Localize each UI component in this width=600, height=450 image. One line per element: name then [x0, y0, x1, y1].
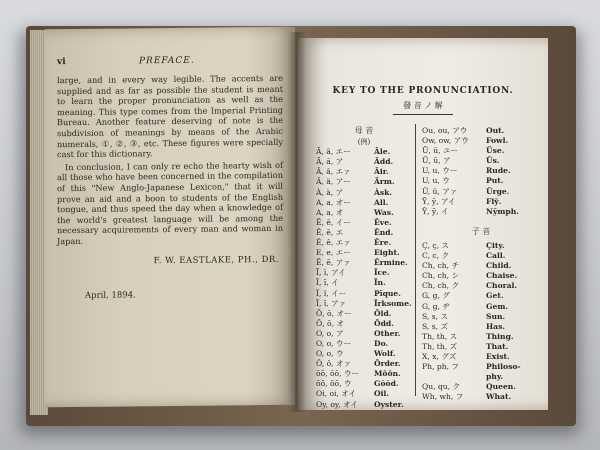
running-head: PREFACE. — [139, 55, 195, 67]
pronunciation-key: À, à, ア — [316, 187, 344, 197]
pronunciation-key: Ŭ, ŭ, ア — [422, 156, 451, 166]
pronunciation-row — [316, 228, 412, 238]
pronunciation-key: Ē, ē, イー — [316, 217, 351, 227]
pronunciation-key: O, o, ア — [316, 328, 344, 338]
pronunciation-key: Oi, oi, オイ — [316, 389, 357, 399]
pronunciation-row — [316, 258, 412, 268]
example-word: Exist. — [486, 351, 510, 361]
pronunciation-key: Ă, ă, ア — [316, 157, 344, 167]
pronunciation-key: Ô, ô, オァ — [316, 359, 352, 369]
example-word: Call. — [486, 251, 506, 261]
example-word: Wolf. — [374, 349, 396, 359]
example-word: Ẽrmine. — [374, 258, 408, 268]
pronunciation-key: Oy, oy, オイ — [316, 399, 358, 409]
pronunciation-key: Ĩ, ĩ, アァ — [316, 298, 347, 308]
example-word: Ärm. — [374, 177, 395, 187]
pronunciation-row — [422, 322, 540, 332]
example-word: Get. — [486, 291, 504, 301]
pronunciation-row — [422, 352, 540, 362]
example-word: Ôrder. — [374, 359, 401, 369]
pronunciation-key: Ä, ä, アー — [316, 177, 351, 187]
example-word: What. — [486, 392, 512, 402]
pronunciation-key: A, a, オ — [316, 207, 344, 217]
right-page — [298, 38, 548, 410]
example-word: Īce. — [374, 268, 390, 278]
pronunciation-row — [316, 208, 412, 218]
pronunciation-key: Ch, ch, ク — [422, 281, 460, 291]
pronunciation-row — [316, 198, 412, 208]
pronunciation-row — [422, 302, 540, 312]
pronunciation-key: Ou, ou, アウ — [422, 126, 468, 135]
pronunciation-key: A, a, オー — [316, 197, 351, 207]
example-word: Rude. — [486, 166, 511, 176]
example-word: Ōld. — [374, 308, 392, 318]
pronunciation-key: Ĕ, ĕ, エ — [316, 227, 344, 237]
preface-paragraph: large, and in every way legible. The accents are supplied and as far as possible the student is meant to learn the proper pronunciation as well as the meaning. This type comes from the Imperial Printing Bureau. Another feature deserving of note is the subdivision of meanings by means of the Arabic numerals, ①, ②, ③, etc. These figures were specially cast for this dictionary. — [57, 72, 283, 160]
example-word: Ūse. — [486, 146, 505, 156]
key-title: KEY TO THE PRONUNCIATION. — [332, 86, 514, 96]
pronunciation-row — [316, 369, 412, 379]
page-number: vi — [57, 57, 66, 68]
example-word: Flȳ. — [486, 196, 502, 206]
pronunciation-key: S, s, ズ — [422, 321, 449, 331]
pronunciation-row — [422, 176, 540, 186]
pronunciation-key: X, x, グズ — [422, 351, 457, 361]
key-subtitle: 發 音 ノ 解 — [403, 101, 443, 110]
example-word: Other. — [374, 328, 401, 338]
example-word: phy. — [486, 372, 504, 382]
example-word: Ĩrksome. — [374, 298, 412, 308]
pronunciation-row — [316, 299, 412, 309]
example-word: Ĕnd. — [374, 227, 394, 237]
example-word: Eight. — [374, 248, 400, 258]
pronunciation-key: Ch, ch, チ — [422, 261, 460, 271]
example-word: All. — [374, 197, 389, 207]
example-word: Was. — [374, 207, 394, 217]
example-word: Ēve. — [374, 217, 392, 227]
example-word: Sun. — [486, 311, 506, 321]
example-word: Âir. — [374, 167, 389, 177]
title-rule — [393, 114, 453, 115]
pronunciation-row — [422, 261, 540, 271]
pronunciation-row — [316, 329, 412, 339]
book-gutter — [288, 32, 306, 412]
example-word: Do. — [374, 338, 389, 348]
example-word: Àsk. — [374, 187, 393, 197]
pronunciation-key: Ç, ç, ス — [422, 240, 450, 250]
consonants-heading: 子 音 — [471, 226, 491, 236]
pronunciation-key: Ẽ, ẽ, アァ — [316, 258, 351, 268]
example-word: Gŏŏd. — [374, 379, 399, 389]
pronunciation-row — [422, 342, 540, 352]
pronunciation-row — [422, 291, 540, 301]
pronunciation-row — [316, 177, 412, 187]
pronunciation-key: Â, â, エァ — [316, 167, 351, 177]
pronunciation-row — [316, 238, 412, 248]
preface-paragraph: In conclusion, I can only re echo the hearty wish of all those who have been concerned in the compilation of this "New Anglo-Japanese Lexicon," that it will prove an aid and a boon to students of the English tongue, and thus speed the day when a knowledge of the world's greatest language will be among the necessary acquirements of every man and woman in Japan. — [57, 159, 283, 247]
pronunciation-row — [422, 251, 540, 261]
example-word: Êre. — [374, 238, 392, 248]
example-word: Çity. — [486, 240, 505, 250]
pronunciation-key: U, u, ウ — [422, 176, 450, 186]
pronunciation-row — [422, 187, 540, 197]
example-word: Thing. — [486, 331, 514, 341]
pronunciation-key: Ĭ, ĭ, イ — [316, 278, 339, 288]
pronunciation-key: G, g, グ — [422, 291, 450, 301]
vowels-column — [316, 126, 412, 410]
pronunciation-key: Ȳ, ȳ, アイ — [422, 196, 456, 206]
pronunciation-row — [422, 392, 540, 402]
pronunciation-row — [316, 188, 412, 198]
pronunciation-row — [422, 281, 540, 291]
pronunciation-row — [316, 400, 412, 410]
pronunciation-key: G, g, ヂ — [422, 301, 450, 311]
pronunciation-row — [422, 382, 540, 392]
pronunciation-key: Ch, ch, シ — [422, 271, 460, 281]
left-page — [45, 27, 295, 408]
pronunciation-row — [422, 126, 540, 136]
pronunciation-row — [316, 147, 412, 157]
pronunciation-key: E, e, エー — [316, 248, 351, 258]
pronunciation-key: C, c, ク — [422, 251, 450, 261]
pronunciation-row — [316, 167, 412, 177]
pronunciation-key: Ī, ī, アイ — [316, 268, 346, 278]
pronunciation-key: Wh, wh, フ — [422, 392, 464, 402]
pronunciation-row — [422, 136, 540, 146]
pronunciation-row — [316, 309, 412, 319]
example-word: Oyster. — [374, 399, 404, 409]
example-word: Queen. — [486, 382, 516, 392]
pronunciation-row — [316, 278, 412, 288]
example-word: Ădd. — [374, 157, 394, 167]
pronunciation-key: U, u, ウー — [422, 166, 458, 176]
pronunciation-row — [316, 319, 412, 329]
example-word: Out. — [486, 126, 505, 135]
pronunciation-key: Û, û, アァ — [422, 186, 458, 196]
vowels-subheading: (例) — [357, 138, 371, 147]
example-word: Ûrge. — [486, 186, 510, 196]
pronunciation-row — [316, 359, 412, 369]
pronunciation-row — [316, 349, 412, 359]
example-word: Mōōn. — [374, 369, 401, 379]
pronunciation-row — [422, 332, 540, 342]
pronunciation-row — [422, 166, 540, 176]
pronunciation-key: S, s, ス — [422, 311, 449, 321]
pronunciation-key: Ā, ā, エー — [316, 147, 351, 157]
pronunciation-row — [422, 207, 540, 217]
pronunciation-key: O, o, ウー — [316, 338, 352, 348]
pronunciation-row — [422, 241, 540, 251]
pronunciation-row — [316, 339, 412, 349]
pronunciation-key: Qu, qu, ク — [422, 382, 461, 392]
pronunciation-row — [316, 157, 412, 167]
pronunciation-key: Th, th, ス — [422, 331, 458, 341]
pronunciation-row — [422, 362, 540, 372]
pronunciation-key: Y̆, y̆, イ — [422, 206, 449, 216]
pronunciation-key: Ŏ, ŏ, オ — [316, 318, 345, 328]
pronunciation-row — [422, 271, 540, 281]
preface-date: April, 1894. — [85, 290, 136, 301]
preface-text — [57, 73, 283, 249]
example-word: Ŭs. — [486, 156, 500, 166]
example-word: Ŏdd. — [374, 318, 394, 328]
example-word: Choral. — [486, 281, 518, 291]
pronunciation-key: Ow, ow, アウ — [422, 136, 469, 146]
example-word: That. — [486, 341, 509, 351]
pronunciation-row — [422, 156, 540, 166]
right-column — [422, 126, 540, 402]
example-word: Oil. — [374, 389, 390, 399]
pronunciation-row — [316, 248, 412, 258]
pronunciation-key: O, o, ウ — [316, 349, 344, 359]
vowels-heading: 母 音 — [354, 126, 374, 135]
column-divider — [415, 124, 416, 396]
pronunciation-row — [422, 372, 540, 382]
pronunciation-key: Ō, ō, オー — [316, 308, 352, 318]
pronunciation-row — [422, 197, 540, 207]
pronunciation-row — [316, 389, 412, 399]
pronunciation-key: ŏŏ, ŏŏ, ウ — [316, 379, 352, 389]
pronunciation-row — [316, 218, 412, 228]
example-word: Child. — [486, 261, 512, 271]
pronunciation-key: Ph, ph, フ — [422, 362, 460, 372]
example-word: Philoso- — [486, 362, 521, 372]
pronunciation-row — [422, 312, 540, 322]
pronunciation-row — [316, 268, 412, 278]
left-page-header — [57, 55, 281, 68]
example-word: Ny̆mph. — [486, 206, 519, 216]
example-word: Pïque. — [374, 288, 401, 298]
example-word: Chaise. — [486, 271, 518, 281]
pronunciation-key: Th, th, ズ — [422, 341, 458, 351]
example-word: Put. — [486, 176, 504, 186]
pronunciation-row — [316, 379, 412, 389]
pronunciation-row — [316, 289, 412, 299]
example-word: Ĭn. — [374, 278, 386, 288]
example-word: Āle. — [374, 147, 391, 157]
author-signature: F. W. EASTLAKE, PH., DR. — [153, 254, 279, 267]
example-word: Has. — [486, 321, 506, 331]
example-word: Fowl. — [486, 136, 509, 146]
pronunciation-key: ōō, ōō, ウー — [316, 369, 360, 379]
pronunciation-key: Ū, ū, ユー — [422, 146, 459, 156]
example-word: Gem. — [486, 301, 508, 311]
pronunciation-key: Ê, ê, エァ — [316, 238, 351, 248]
pronunciation-key: Ï, ï, イー — [316, 288, 347, 298]
pronunciation-row — [422, 146, 540, 156]
